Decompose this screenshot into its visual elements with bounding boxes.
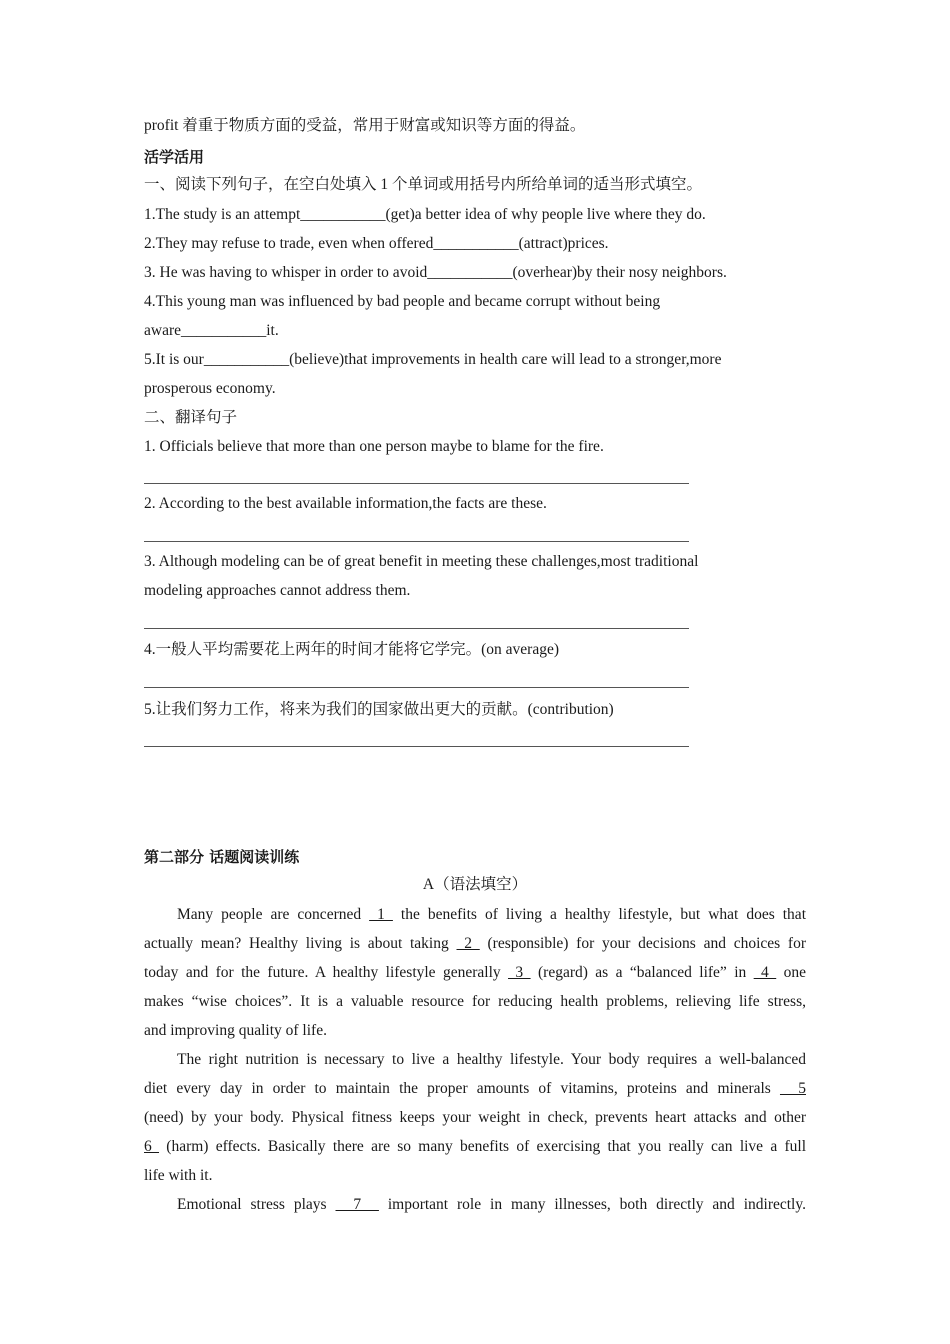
answer-line-2[interactable] bbox=[144, 541, 689, 542]
answer-line-4[interactable] bbox=[144, 687, 689, 688]
part1-instruction: 一、阅读下列句子，在空白处填入 1 个单词或用括号内所给单词的适当形式填空。 bbox=[144, 176, 703, 193]
passage-line bbox=[144, 1161, 806, 1190]
fill-blank[interactable]: ___________ bbox=[427, 264, 513, 281]
fill-item-5 bbox=[144, 350, 721, 370]
passage-line bbox=[144, 1132, 806, 1161]
passage-text: Emotional stress plays bbox=[177, 1196, 336, 1213]
fill-blank[interactable]: ___________ bbox=[300, 206, 386, 223]
passage-text: actually mean? Healthy living is about taking bbox=[144, 935, 457, 952]
translate-item-2: 2. According to the best available information,the facts are these. bbox=[144, 495, 547, 512]
fill-item-3 bbox=[144, 263, 727, 283]
passage-text: makes “wise choices”. It is a valuable resource for reducing health problems, relieving life stress, bbox=[144, 993, 806, 1010]
item-text: aware bbox=[144, 322, 181, 339]
passage-line bbox=[144, 1103, 806, 1132]
fill-blank[interactable]: ___________ bbox=[203, 351, 290, 368]
passage-paragraph-1 bbox=[144, 900, 806, 1045]
translate-item-3: 3. Although modeling can be of great benefit in meeting these challenges,most traditional bbox=[144, 553, 699, 570]
item-text: 5.It is our bbox=[144, 351, 204, 368]
item-text: (attract)prices. bbox=[518, 235, 609, 252]
profit-note: profit 着重于物质方面的受益，常用于财富或知识等方面的得益。 bbox=[144, 117, 586, 134]
passage-line bbox=[144, 900, 806, 929]
passage-text: (responsible) for your decisions and choices for bbox=[479, 935, 807, 952]
fill-blank[interactable]: ___________ bbox=[181, 322, 267, 339]
section2-heading: 第二部分 话题阅读训练 bbox=[144, 848, 300, 866]
passage-text: The right nutrition is necessary to live a healthy lifestyle. Your body requires a well-balanced bbox=[177, 1051, 806, 1068]
item-text: 1.The study is an attempt bbox=[144, 206, 301, 223]
passage-line bbox=[144, 1016, 806, 1045]
passage-text: today and for the future. A healthy lifestyle generally bbox=[144, 964, 509, 981]
blank-1[interactable]: 1 bbox=[369, 906, 393, 923]
blank-6[interactable]: 6 bbox=[144, 1138, 160, 1155]
passage-text: (harm) effects. Basically there are so many benefits of exercising that you really can live a full bbox=[159, 1138, 806, 1155]
answer-line-5[interactable] bbox=[144, 746, 689, 747]
passage-text: (regard) as a “balanced life” in bbox=[530, 964, 754, 981]
item-text: (overhear)by their nosy neighbors. bbox=[512, 264, 727, 281]
translate-item-5: 5.让我们努力工作，将来为我们的国家做出更大的贡献。(contribution) bbox=[144, 701, 614, 718]
practice-heading: 活学活用 bbox=[144, 148, 205, 166]
passage-text: life with it. bbox=[144, 1167, 213, 1184]
item-text: 3. He was having to whisper in order to avoid bbox=[144, 264, 428, 281]
blank-7[interactable]: 7 bbox=[335, 1196, 379, 1213]
item-text: (get)a better idea of why people live where they do. bbox=[385, 206, 706, 223]
fill-item-1 bbox=[144, 205, 706, 225]
item-text: it. bbox=[266, 322, 279, 339]
passage-line bbox=[144, 987, 806, 1016]
fill-item-4-line2 bbox=[144, 321, 279, 341]
passage-text: the benefits of living a healthy lifestyle, but what does that bbox=[392, 906, 806, 923]
passage-line bbox=[144, 1190, 806, 1219]
passage-paragraph-2 bbox=[144, 1045, 806, 1190]
translate-item-1: 1. Officials believe that more than one person maybe to blame for the fire. bbox=[144, 438, 604, 455]
fill-blank[interactable]: ___________ bbox=[433, 235, 519, 252]
fill-item-4-line1: 4.This young man was influenced by bad people and became corrupt without being bbox=[144, 293, 661, 310]
passage-text: important role in many illnesses, both directly and indirectly. bbox=[378, 1196, 806, 1213]
passage-line bbox=[144, 1074, 806, 1103]
item-text: (believe)that improvements in health care will lead to a stronger,more bbox=[289, 351, 722, 368]
passage-line bbox=[144, 1045, 806, 1074]
blank-5[interactable]: 5 bbox=[779, 1080, 806, 1097]
passage-text: (need) by your body. Physical fitness keeps your weight in check, prevents heart attacks and other bbox=[144, 1109, 806, 1126]
answer-line-3[interactable] bbox=[144, 628, 689, 629]
blank-3[interactable]: 3 bbox=[508, 964, 531, 981]
part2-instruction: 二、翻译句子 bbox=[144, 409, 238, 426]
blank-2[interactable]: 2 bbox=[456, 935, 480, 952]
answer-line-1[interactable] bbox=[144, 483, 689, 484]
passage-line bbox=[144, 929, 806, 958]
fill-item-2 bbox=[144, 234, 609, 254]
translate-item-4: 4.一般人平均需要花上两年的时间才能将它学完。(on average) bbox=[144, 641, 560, 658]
passage-text: one bbox=[776, 964, 807, 981]
fill-item-5-line2: prosperous economy. bbox=[144, 380, 276, 397]
blank-4[interactable]: 4 bbox=[753, 964, 777, 981]
passage-text: Many people are concerned bbox=[177, 906, 370, 923]
passage-paragraph-3 bbox=[144, 1190, 806, 1219]
passage-line bbox=[144, 958, 806, 987]
passage-text: diet every day in order to maintain the proper amounts of vitamins, proteins and minerals bbox=[144, 1080, 780, 1097]
section2-subheading: A（语法填空） bbox=[422, 876, 528, 893]
passage-text: and improving quality of life. bbox=[144, 1022, 327, 1039]
translate-item-3-line2: modeling approaches cannot address them. bbox=[144, 582, 411, 599]
item-text: 2.They may refuse to trade, even when offered bbox=[144, 235, 434, 252]
